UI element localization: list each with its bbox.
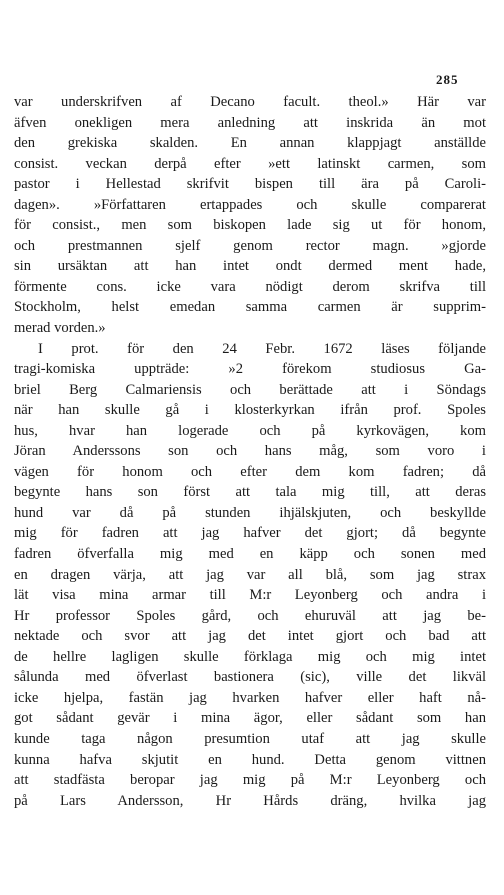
- text-line: I prot. för den 24 Febr. 1672 läses följande: [38, 340, 486, 357]
- text-line: på Lars Andersson, Hr Hårds dräng, hvilka jag: [14, 792, 486, 809]
- text-line: hus, hvar han logerade och på kyrkovägen, kom: [14, 422, 486, 439]
- text-line: fadren öfverfalla mig med en käpp och sonen med: [14, 546, 486, 563]
- text-line: kunde taga någon presumtion utaf att jag skulle: [14, 730, 486, 747]
- text-line: briel Berg Calmariensis och berättade att i Söndags: [14, 381, 486, 398]
- text-line: tragi-komiska uppträde: »2 förekom studiosus Ga-: [14, 361, 486, 378]
- text-line: Hr professor Spoles gård, och ehuruväl att jag be-: [14, 607, 486, 624]
- paragraph: [14, 339, 486, 812]
- text-line: den grekiska skalden. En annan klappjagt anställde: [14, 135, 486, 152]
- text-line: Jöran Anderssons son och hans måg, som voro i: [14, 443, 486, 460]
- text-line: vägen för honom och efter dem kom fadren; då: [14, 463, 486, 480]
- text-line: var underskrifven af Decano facult. theol.» Här var: [14, 94, 486, 110]
- text-line: äfven onekligen mera anledning att inskrida än mot: [14, 114, 486, 131]
- text-line: för consist., men som biskopen lade sig ut för honom,: [14, 217, 486, 234]
- text-line: nektade och svor att jag det intet gjort och bad att: [14, 628, 486, 645]
- text-line: Stockholm, helst emedan samma carmen är supprim-: [14, 299, 486, 316]
- text-line: lät visa mina armar till M:r Leyonberg och andra i: [14, 587, 486, 604]
- text-line: kunna hafva skjutit en hund. Detta genom vittnen: [14, 751, 486, 768]
- text-line: att stadfästa beropar jag mig på M:r Leyonberg och: [14, 772, 486, 789]
- text-line: consist. veckan derpå efter »ett latinskt carmen, som: [14, 155, 486, 172]
- text-line: got sådant gevär i mina ägor, eller sådant som han: [14, 710, 486, 727]
- text-line: sin ursäktan att han intet ondt dermed ment hade,: [14, 258, 486, 275]
- text-line: icke hjelpa, fastän jag hvarken hafver eller haft nå-: [14, 689, 486, 706]
- text-line: sålunda med öfverlast bastionera (sic), ville det likväl: [14, 669, 486, 686]
- text-line: begynte hans son först att tala mig till, att deras: [14, 484, 486, 501]
- text-line: hund var då på stunden ihjälskjuten, och beskyllde: [14, 504, 486, 521]
- page-number: 285: [436, 72, 459, 87]
- text-line: merad vorden.»: [14, 320, 106, 337]
- text-line: mig för fadren att jag hafver det gjort; då begynte: [14, 525, 486, 542]
- text-line: när han skulle gå i klosterkyrkan ifrån prof. Spoles: [14, 402, 486, 419]
- text-line: en dragen värja, att jag var all blå, som jag strax: [14, 566, 486, 583]
- paragraph: [14, 92, 486, 339]
- body-text: [14, 92, 486, 811]
- text-line: de hellre lagligen skulle förklaga mig och mig intet: [14, 648, 486, 665]
- text-line: och prestmannen sjelf genom rector magn. »gjorde: [14, 237, 486, 254]
- text-line: dagen». »Författaren ertappades och skulle comparerat: [14, 196, 486, 213]
- text-line: pastor i Hellestad skrifvit bispen till ära på Caroli-: [14, 176, 486, 193]
- text-line: förmente cons. icke vara nödigt derom skrifva till: [14, 278, 486, 295]
